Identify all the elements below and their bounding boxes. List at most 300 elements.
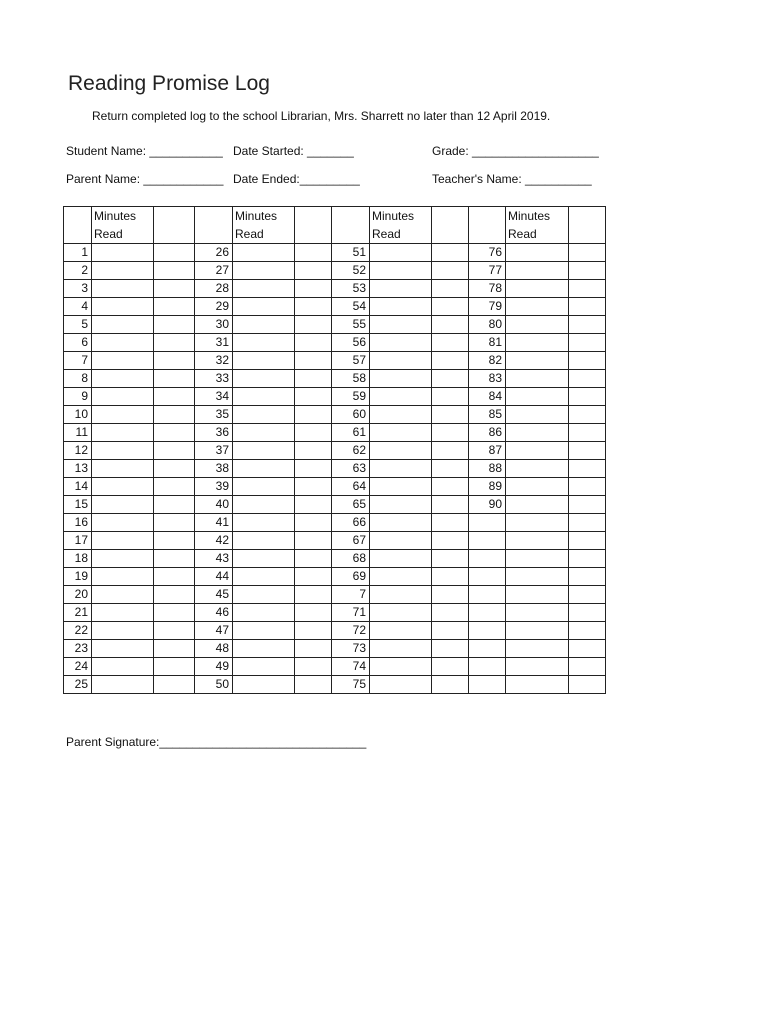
spacer-cell: [569, 316, 606, 334]
minutes-read-cell[interactable]: [506, 496, 569, 514]
spacer-cell: [154, 496, 195, 514]
day-number-cell: 23: [64, 640, 92, 658]
spacer-cell: [569, 604, 606, 622]
table-row: [64, 262, 606, 280]
minutes-read-cell[interactable]: [370, 298, 432, 316]
day-number-cell: 6: [64, 334, 92, 352]
minutes-read-cell[interactable]: [233, 244, 295, 262]
table-row: [64, 586, 606, 604]
minutes-read-cell[interactable]: [506, 568, 569, 586]
day-number-cell: 66: [332, 514, 370, 532]
day-number-cell: 55: [332, 316, 370, 334]
spacer-cell: [432, 622, 469, 640]
minutes-read-cell[interactable]: [92, 532, 154, 550]
spacer-cell: [569, 298, 606, 316]
minutes-read-cell[interactable]: [506, 586, 569, 604]
minutes-read-cell[interactable]: [370, 334, 432, 352]
minutes-read-cell[interactable]: [506, 298, 569, 316]
spacer-cell: [295, 352, 332, 370]
minutes-read-cell[interactable]: [233, 568, 295, 586]
day-number-cell: 50: [195, 676, 233, 694]
minutes-read-cell[interactable]: [370, 262, 432, 280]
minutes-read-cell[interactable]: [506, 478, 569, 496]
spacer-cell: [432, 352, 469, 370]
spacer-cell: [569, 460, 606, 478]
minutes-read-cell[interactable]: [233, 640, 295, 658]
day-number-cell: 90: [469, 496, 506, 514]
day-number-cell: 31: [195, 334, 233, 352]
page-title: Reading Promise Log: [68, 72, 270, 95]
minutes-read-cell[interactable]: [370, 676, 432, 694]
minutes-read-header: [370, 207, 432, 244]
table-row: [64, 478, 606, 496]
spacer-cell: [295, 334, 332, 352]
spacer-cell: [295, 406, 332, 424]
minutes-read-cell[interactable]: [92, 496, 154, 514]
day-number-cell: 4: [64, 298, 92, 316]
minutes-read-cell[interactable]: [506, 460, 569, 478]
table-row: [64, 442, 606, 460]
spacer-cell: [295, 424, 332, 442]
day-number-cell: 87: [469, 442, 506, 460]
spacer-cell: [154, 280, 195, 298]
minutes-read-cell[interactable]: [92, 334, 154, 352]
minutes-read-cell[interactable]: [233, 676, 295, 694]
spacer-cell: [432, 244, 469, 262]
minutes-read-cell[interactable]: [370, 280, 432, 298]
minutes-read-cell[interactable]: [233, 262, 295, 280]
table-row: [64, 568, 606, 586]
minutes-read-cell[interactable]: [233, 460, 295, 478]
day-number-cell: 15: [64, 496, 92, 514]
day-number-header: [64, 207, 92, 244]
minutes-read-cell[interactable]: [370, 424, 432, 442]
minutes-read-cell[interactable]: [370, 568, 432, 586]
day-number-cell: 33: [195, 370, 233, 388]
spacer-cell: [432, 478, 469, 496]
minutes-read-cell[interactable]: [506, 280, 569, 298]
spacer-cell: [432, 658, 469, 676]
day-number-cell: 20: [64, 586, 92, 604]
day-number-cell: 61: [332, 424, 370, 442]
minutes-read-cell[interactable]: [92, 586, 154, 604]
minutes-read-cell[interactable]: [233, 334, 295, 352]
spacer-cell: [154, 352, 195, 370]
spacer-cell: [569, 622, 606, 640]
day-number-cell: 83: [469, 370, 506, 388]
table-row: [64, 280, 606, 298]
minutes-read-cell[interactable]: [506, 424, 569, 442]
day-number-cell: 10: [64, 406, 92, 424]
spacer-cell: [154, 658, 195, 676]
day-number-cell: 85: [469, 406, 506, 424]
spacer-header: [432, 207, 469, 244]
spacer-cell: [154, 370, 195, 388]
minutes-read-header-line1: Minutes: [372, 209, 415, 223]
table-row: [64, 676, 606, 694]
minutes-read-cell[interactable]: [370, 532, 432, 550]
minutes-read-cell[interactable]: [506, 262, 569, 280]
minutes-read-cell[interactable]: [233, 604, 295, 622]
spacer-cell: [154, 262, 195, 280]
spacer-cell: [569, 370, 606, 388]
minutes-read-cell[interactable]: [370, 550, 432, 568]
minutes-read-cell[interactable]: [92, 568, 154, 586]
spacer-cell: [295, 244, 332, 262]
day-number-cell: 28: [195, 280, 233, 298]
spacer-cell: [295, 568, 332, 586]
day-number-cell: 80: [469, 316, 506, 334]
spacer-cell: [569, 514, 606, 532]
spacer-cell: [432, 424, 469, 442]
minutes-read-cell[interactable]: [506, 316, 569, 334]
minutes-read-cell[interactable]: [92, 658, 154, 676]
day-number-header: [332, 207, 370, 244]
minutes-read-cell[interactable]: [370, 442, 432, 460]
day-number-cell: 22: [64, 622, 92, 640]
day-number-cell: 45: [195, 586, 233, 604]
minutes-read-cell[interactable]: [506, 352, 569, 370]
day-number-cell: 41: [195, 514, 233, 532]
minutes-read-header-line2: Read: [94, 227, 123, 241]
spacer-cell: [569, 568, 606, 586]
spacer-cell: [295, 496, 332, 514]
day-number-cell: 77: [469, 262, 506, 280]
day-number-cell: 43: [195, 550, 233, 568]
minutes-read-cell[interactable]: [233, 550, 295, 568]
day-number-cell: 16: [64, 514, 92, 532]
minutes-read-cell[interactable]: [233, 388, 295, 406]
minutes-read-header: [92, 207, 154, 244]
minutes-read-cell[interactable]: [92, 262, 154, 280]
day-number-cell: 64: [332, 478, 370, 496]
day-number-cell: 32: [195, 352, 233, 370]
minutes-read-cell[interactable]: [92, 622, 154, 640]
spacer-cell: [432, 262, 469, 280]
spacer-cell: [432, 496, 469, 514]
day-number-cell: [469, 568, 506, 586]
spacer-cell: [569, 244, 606, 262]
minutes-read-cell[interactable]: [233, 352, 295, 370]
day-number-cell: 47: [195, 622, 233, 640]
minutes-read-cell[interactable]: [370, 658, 432, 676]
spacer-cell: [569, 280, 606, 298]
spacer-cell: [154, 424, 195, 442]
minutes-read-cell[interactable]: [233, 658, 295, 676]
table-row: [64, 460, 606, 478]
spacer-cell: [432, 640, 469, 658]
minutes-read-cell[interactable]: [92, 406, 154, 424]
minutes-read-cell[interactable]: [370, 352, 432, 370]
table-row: [64, 334, 606, 352]
minutes-read-cell[interactable]: [233, 406, 295, 424]
minutes-read-cell[interactable]: [370, 478, 432, 496]
day-number-cell: 26: [195, 244, 233, 262]
day-number-header: [469, 207, 506, 244]
day-number-cell: 8: [64, 370, 92, 388]
minutes-read-cell[interactable]: [233, 370, 295, 388]
minutes-read-cell[interactable]: [506, 640, 569, 658]
spacer-cell: [295, 550, 332, 568]
spacer-cell: [154, 298, 195, 316]
minutes-read-cell[interactable]: [506, 676, 569, 694]
day-number-cell: 2: [64, 262, 92, 280]
minutes-read-cell[interactable]: [92, 352, 154, 370]
day-number-cell: 18: [64, 550, 92, 568]
spacer-cell: [295, 280, 332, 298]
day-number-cell: 63: [332, 460, 370, 478]
spacer-cell: [295, 388, 332, 406]
minutes-read-cell[interactable]: [370, 604, 432, 622]
student-name-field[interactable]: Student Name: ___________: [66, 144, 223, 158]
spacer-cell: [432, 514, 469, 532]
spacer-cell: [432, 532, 469, 550]
day-number-cell: 51: [332, 244, 370, 262]
minutes-read-cell[interactable]: [233, 478, 295, 496]
minutes-read-cell[interactable]: [233, 316, 295, 334]
minutes-read-cell[interactable]: [92, 298, 154, 316]
minutes-read-cell[interactable]: [233, 424, 295, 442]
day-number-cell: 69: [332, 568, 370, 586]
minutes-read-cell[interactable]: [92, 316, 154, 334]
parent-name-field[interactable]: Parent Name: ____________: [66, 172, 224, 186]
minutes-read-cell[interactable]: [506, 550, 569, 568]
spacer-cell: [154, 334, 195, 352]
day-number-cell: 30: [195, 316, 233, 334]
spacer-cell: [432, 298, 469, 316]
day-number-cell: 39: [195, 478, 233, 496]
minutes-read-cell[interactable]: [506, 244, 569, 262]
minutes-read-cell[interactable]: [233, 532, 295, 550]
day-number-cell: [469, 532, 506, 550]
day-number-cell: 81: [469, 334, 506, 352]
spacer-cell: [154, 532, 195, 550]
spacer-cell: [569, 550, 606, 568]
minutes-read-cell[interactable]: [506, 658, 569, 676]
spacer-cell: [432, 604, 469, 622]
minutes-read-header: [506, 207, 569, 244]
day-number-cell: 58: [332, 370, 370, 388]
minutes-read-cell[interactable]: [92, 478, 154, 496]
day-number-cell: 73: [332, 640, 370, 658]
minutes-read-cell[interactable]: [92, 550, 154, 568]
minutes-read-cell[interactable]: [233, 496, 295, 514]
minutes-read-cell[interactable]: [233, 280, 295, 298]
minutes-read-cell[interactable]: [506, 442, 569, 460]
spacer-cell: [154, 244, 195, 262]
parent-signature-field[interactable]: Parent Signature:_______________________________: [66, 735, 367, 749]
day-number-cell: 35: [195, 406, 233, 424]
day-number-cell: 9: [64, 388, 92, 406]
day-number-cell: 24: [64, 658, 92, 676]
table-row: [64, 316, 606, 334]
minutes-read-cell[interactable]: [370, 244, 432, 262]
spacer-cell: [154, 586, 195, 604]
reading-log-table: [63, 206, 606, 694]
day-number-cell: 75: [332, 676, 370, 694]
minutes-read-header-line2: Read: [372, 227, 401, 241]
spacer-cell: [295, 532, 332, 550]
day-number-cell: 34: [195, 388, 233, 406]
table-row: [64, 244, 606, 262]
table-row: [64, 298, 606, 316]
spacer-cell: [569, 442, 606, 460]
day-number-cell: 72: [332, 622, 370, 640]
minutes-read-cell[interactable]: [506, 370, 569, 388]
day-number-cell: 27: [195, 262, 233, 280]
spacer-cell: [295, 262, 332, 280]
spacer-cell: [154, 460, 195, 478]
table-row: [64, 424, 606, 442]
date-started-field[interactable]: Date Started: _______: [233, 144, 354, 158]
minutes-read-cell[interactable]: [370, 586, 432, 604]
minutes-read-cell[interactable]: [92, 640, 154, 658]
minutes-read-cell[interactable]: [92, 370, 154, 388]
spacer-cell: [295, 460, 332, 478]
minutes-read-cell[interactable]: [370, 370, 432, 388]
day-number-cell: 7: [332, 586, 370, 604]
minutes-read-header-line2: Read: [235, 227, 264, 241]
day-number-cell: 48: [195, 640, 233, 658]
minutes-read-cell[interactable]: [506, 622, 569, 640]
table-row: [64, 388, 606, 406]
minutes-read-cell[interactable]: [92, 442, 154, 460]
minutes-read-cell[interactable]: [92, 280, 154, 298]
day-number-cell: 42: [195, 532, 233, 550]
spacer-cell: [295, 298, 332, 316]
spacer-cell: [569, 352, 606, 370]
spacer-cell: [569, 406, 606, 424]
table-row: [64, 604, 606, 622]
minutes-read-cell[interactable]: [92, 676, 154, 694]
table-row: [64, 658, 606, 676]
table-row: [64, 622, 606, 640]
spacer-cell: [569, 262, 606, 280]
day-number-header: [195, 207, 233, 244]
spacer-cell: [295, 640, 332, 658]
day-number-cell: 36: [195, 424, 233, 442]
day-number-cell: 71: [332, 604, 370, 622]
spacer-cell: [295, 370, 332, 388]
minutes-read-cell[interactable]: [506, 532, 569, 550]
minutes-read-header-line2: Read: [508, 227, 537, 241]
spacer-cell: [154, 604, 195, 622]
day-number-cell: 38: [195, 460, 233, 478]
day-number-cell: [469, 514, 506, 532]
table-row: [64, 406, 606, 424]
minutes-read-cell[interactable]: [233, 442, 295, 460]
minutes-read-cell[interactable]: [506, 514, 569, 532]
minutes-read-cell[interactable]: [233, 622, 295, 640]
date-ended-field[interactable]: Date Ended:_________: [233, 172, 360, 186]
teachers-name-field[interactable]: Teacher's Name: __________: [432, 172, 592, 186]
spacer-cell: [569, 640, 606, 658]
minutes-read-header: [233, 207, 295, 244]
minutes-read-cell[interactable]: [92, 424, 154, 442]
minutes-read-cell[interactable]: [370, 640, 432, 658]
day-number-cell: 37: [195, 442, 233, 460]
day-number-cell: [469, 676, 506, 694]
minutes-read-header-line1: Minutes: [235, 209, 278, 223]
spacer-cell: [569, 478, 606, 496]
day-number-cell: 82: [469, 352, 506, 370]
day-number-cell: [469, 640, 506, 658]
day-number-cell: [469, 658, 506, 676]
minutes-read-cell[interactable]: [233, 298, 295, 316]
minutes-read-cell[interactable]: [92, 460, 154, 478]
day-number-cell: [469, 622, 506, 640]
minutes-read-cell[interactable]: [370, 406, 432, 424]
minutes-read-cell[interactable]: [370, 496, 432, 514]
day-number-cell: 62: [332, 442, 370, 460]
minutes-read-cell[interactable]: [370, 622, 432, 640]
day-number-cell: 5: [64, 316, 92, 334]
table-row: [64, 640, 606, 658]
minutes-read-cell[interactable]: [370, 316, 432, 334]
day-number-cell: 67: [332, 532, 370, 550]
minutes-read-cell[interactable]: [92, 388, 154, 406]
day-number-cell: 7: [64, 352, 92, 370]
day-number-cell: 60: [332, 406, 370, 424]
minutes-read-cell[interactable]: [92, 244, 154, 262]
day-number-cell: 14: [64, 478, 92, 496]
day-number-cell: 86: [469, 424, 506, 442]
minutes-read-cell[interactable]: [506, 406, 569, 424]
spacer-cell: [295, 586, 332, 604]
day-number-cell: 68: [332, 550, 370, 568]
spacer-cell: [432, 460, 469, 478]
minutes-read-cell[interactable]: [370, 460, 432, 478]
day-number-cell: 40: [195, 496, 233, 514]
spacer-cell: [154, 622, 195, 640]
grade-field[interactable]: Grade: ___________________: [432, 144, 599, 158]
day-number-cell: 3: [64, 280, 92, 298]
spacer-cell: [432, 388, 469, 406]
day-number-cell: 88: [469, 460, 506, 478]
spacer-cell: [295, 676, 332, 694]
day-number-cell: 19: [64, 568, 92, 586]
minutes-read-cell[interactable]: [92, 514, 154, 532]
minutes-read-cell[interactable]: [370, 514, 432, 532]
spacer-cell: [569, 532, 606, 550]
spacer-cell: [432, 316, 469, 334]
day-number-cell: 59: [332, 388, 370, 406]
spacer-cell: [432, 568, 469, 586]
day-number-cell: 57: [332, 352, 370, 370]
day-number-cell: 76: [469, 244, 506, 262]
spacer-cell: [569, 676, 606, 694]
spacer-cell: [295, 514, 332, 532]
minutes-read-cell[interactable]: [370, 388, 432, 406]
spacer-cell: [432, 676, 469, 694]
spacer-cell: [154, 676, 195, 694]
spacer-cell: [432, 406, 469, 424]
minutes-read-header-line1: Minutes: [508, 209, 551, 223]
minutes-read-cell[interactable]: [233, 586, 295, 604]
minutes-read-cell[interactable]: [92, 604, 154, 622]
minutes-read-cell[interactable]: [233, 514, 295, 532]
day-number-cell: 84: [469, 388, 506, 406]
spacer-cell: [432, 550, 469, 568]
spacer-cell: [569, 586, 606, 604]
spacer-cell: [432, 586, 469, 604]
spacer-cell: [154, 568, 195, 586]
minutes-read-cell[interactable]: [506, 388, 569, 406]
spacer-cell: [154, 514, 195, 532]
minutes-read-cell[interactable]: [506, 334, 569, 352]
minutes-read-cell[interactable]: [506, 604, 569, 622]
spacer-cell: [432, 442, 469, 460]
